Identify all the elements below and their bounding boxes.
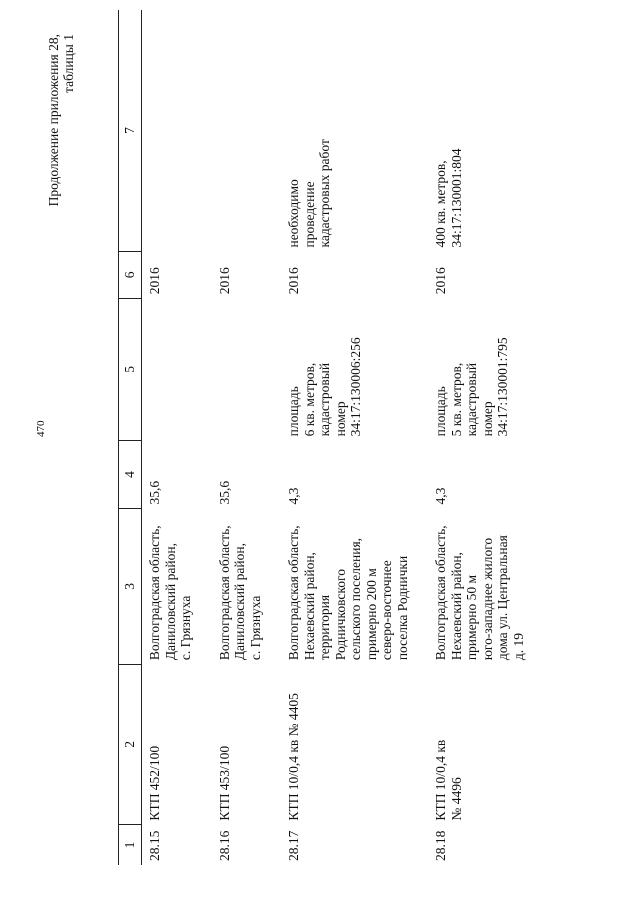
note-cell-line: необходимо: [286, 179, 301, 248]
note-cell-line: кадастровых работ: [317, 139, 332, 248]
table-body: [142, 10, 545, 865]
land-plot-cell: [428, 298, 544, 440]
land-plot-cell-line: кадастровый: [317, 362, 332, 437]
land-plot-cell-line: 34:17:130001:795: [495, 337, 510, 437]
value-cell: 4,3: [433, 487, 448, 505]
header-col-7: 7: [119, 10, 142, 252]
land-plot-cell: [212, 298, 282, 440]
address-cell-line: с. Грязнуха: [178, 595, 193, 661]
table-row: [428, 10, 544, 865]
table-row: [212, 10, 282, 865]
row-number-cell: 28.17: [286, 830, 301, 861]
header-col-1: 1: [119, 825, 142, 865]
object-name-cell-line: № 4496: [448, 777, 464, 821]
note-cell: [281, 10, 428, 252]
table-row: [281, 10, 428, 865]
address-cell-line: Волгоградская область,: [147, 525, 162, 661]
land-plot-cell: [142, 298, 212, 440]
land-plot-cell-line: площадь: [286, 386, 301, 437]
land-plot-cell-line: 6 кв. метров,: [301, 362, 317, 437]
header-col-5: 5: [119, 298, 142, 440]
address-cell: [212, 508, 282, 664]
object-name-cell-line: КТП 10/0,4 кв № 4405: [286, 693, 301, 821]
address-cell-line: территория: [317, 594, 332, 661]
header-row: [119, 10, 142, 865]
address-cell-line: Нехаевский район,: [448, 552, 464, 661]
address-cell-line: Волгоградская область,: [286, 525, 301, 661]
row-number-cell: 28.18: [433, 830, 448, 861]
object-name-cell-line: КТП 453/100: [216, 745, 232, 821]
object-name-cell: [281, 664, 428, 824]
continuation-line-1: Продолжение приложения 28,: [46, 34, 61, 207]
table-row: [142, 10, 212, 865]
address-cell-line: поселка Роднички: [394, 555, 410, 661]
value-cell: 4,3: [286, 487, 301, 505]
continuation-caption: [46, 34, 76, 206]
objects-table: [118, 10, 544, 865]
note-cell-line: проведение: [301, 181, 317, 248]
note-cell-line: 400 кв. метров,: [433, 160, 448, 248]
note-cell: [212, 10, 282, 252]
note-cell-line: 34:17:130001:804: [448, 148, 464, 248]
note-cell: [142, 10, 212, 252]
continuation-line-2: таблицы 1: [61, 34, 76, 93]
address-cell-line: Волгоградская область,: [433, 525, 448, 661]
note-cell: [428, 10, 544, 252]
address-cell-line: северо-восточнее: [379, 560, 394, 661]
address-cell: [428, 508, 544, 664]
object-name-cell-line: КТП 10/0,4 кв: [433, 739, 448, 821]
address-cell-line: дома ул. Центральная: [495, 535, 510, 661]
header-col-2: 2: [119, 664, 142, 824]
address-cell-line: Даниловский район,: [162, 543, 178, 661]
row-number-cell: 28.15: [147, 830, 162, 861]
object-name-cell-line: КТП 452/100: [147, 745, 162, 821]
row-number-cell: 28.16: [216, 830, 232, 861]
object-name-cell: [428, 664, 544, 824]
object-name-cell: [212, 664, 282, 824]
address-cell: [142, 508, 212, 664]
land-plot-cell-line: 34:17:130006:256: [348, 337, 363, 437]
value-cell: 35,6: [216, 480, 232, 505]
address-cell-line: юго-западнее жилого: [479, 537, 495, 661]
year-cell: 2016: [147, 267, 162, 295]
header-col-4: 4: [119, 440, 142, 508]
address-cell-line: с. Грязнуха: [247, 595, 263, 661]
address-cell: [281, 508, 428, 664]
year-cell: 2016: [216, 267, 232, 295]
header-col-3: 3: [119, 508, 142, 664]
address-cell-line: Родничковского: [332, 569, 348, 661]
land-plot-cell-line: номер: [332, 401, 348, 437]
land-plot-cell-line: кадастровый: [464, 362, 479, 437]
land-plot-cell-line: 5 кв. метров,: [448, 362, 464, 437]
address-cell-line: примерно 50 м: [464, 574, 479, 661]
page-number: 470: [35, 420, 47, 437]
value-cell: 35,6: [147, 480, 162, 505]
address-cell-line: сельского поселения,: [348, 537, 363, 661]
year-cell: 2016: [433, 267, 448, 295]
header-col-6: 6: [119, 252, 142, 299]
land-plot-cell: [281, 298, 428, 440]
address-cell-line: Даниловский район,: [232, 543, 247, 661]
address-cell-line: д. 19: [510, 633, 526, 661]
object-name-cell: [142, 664, 212, 824]
land-plot-cell-line: номер: [479, 401, 495, 437]
year-cell: 2016: [286, 267, 301, 295]
address-cell-line: Нехаевский район,: [301, 552, 317, 661]
land-plot-cell-line: площадь: [433, 386, 448, 437]
address-cell-line: Волгоградская область,: [216, 525, 232, 661]
address-cell-line: примерно 200 м: [363, 568, 379, 661]
